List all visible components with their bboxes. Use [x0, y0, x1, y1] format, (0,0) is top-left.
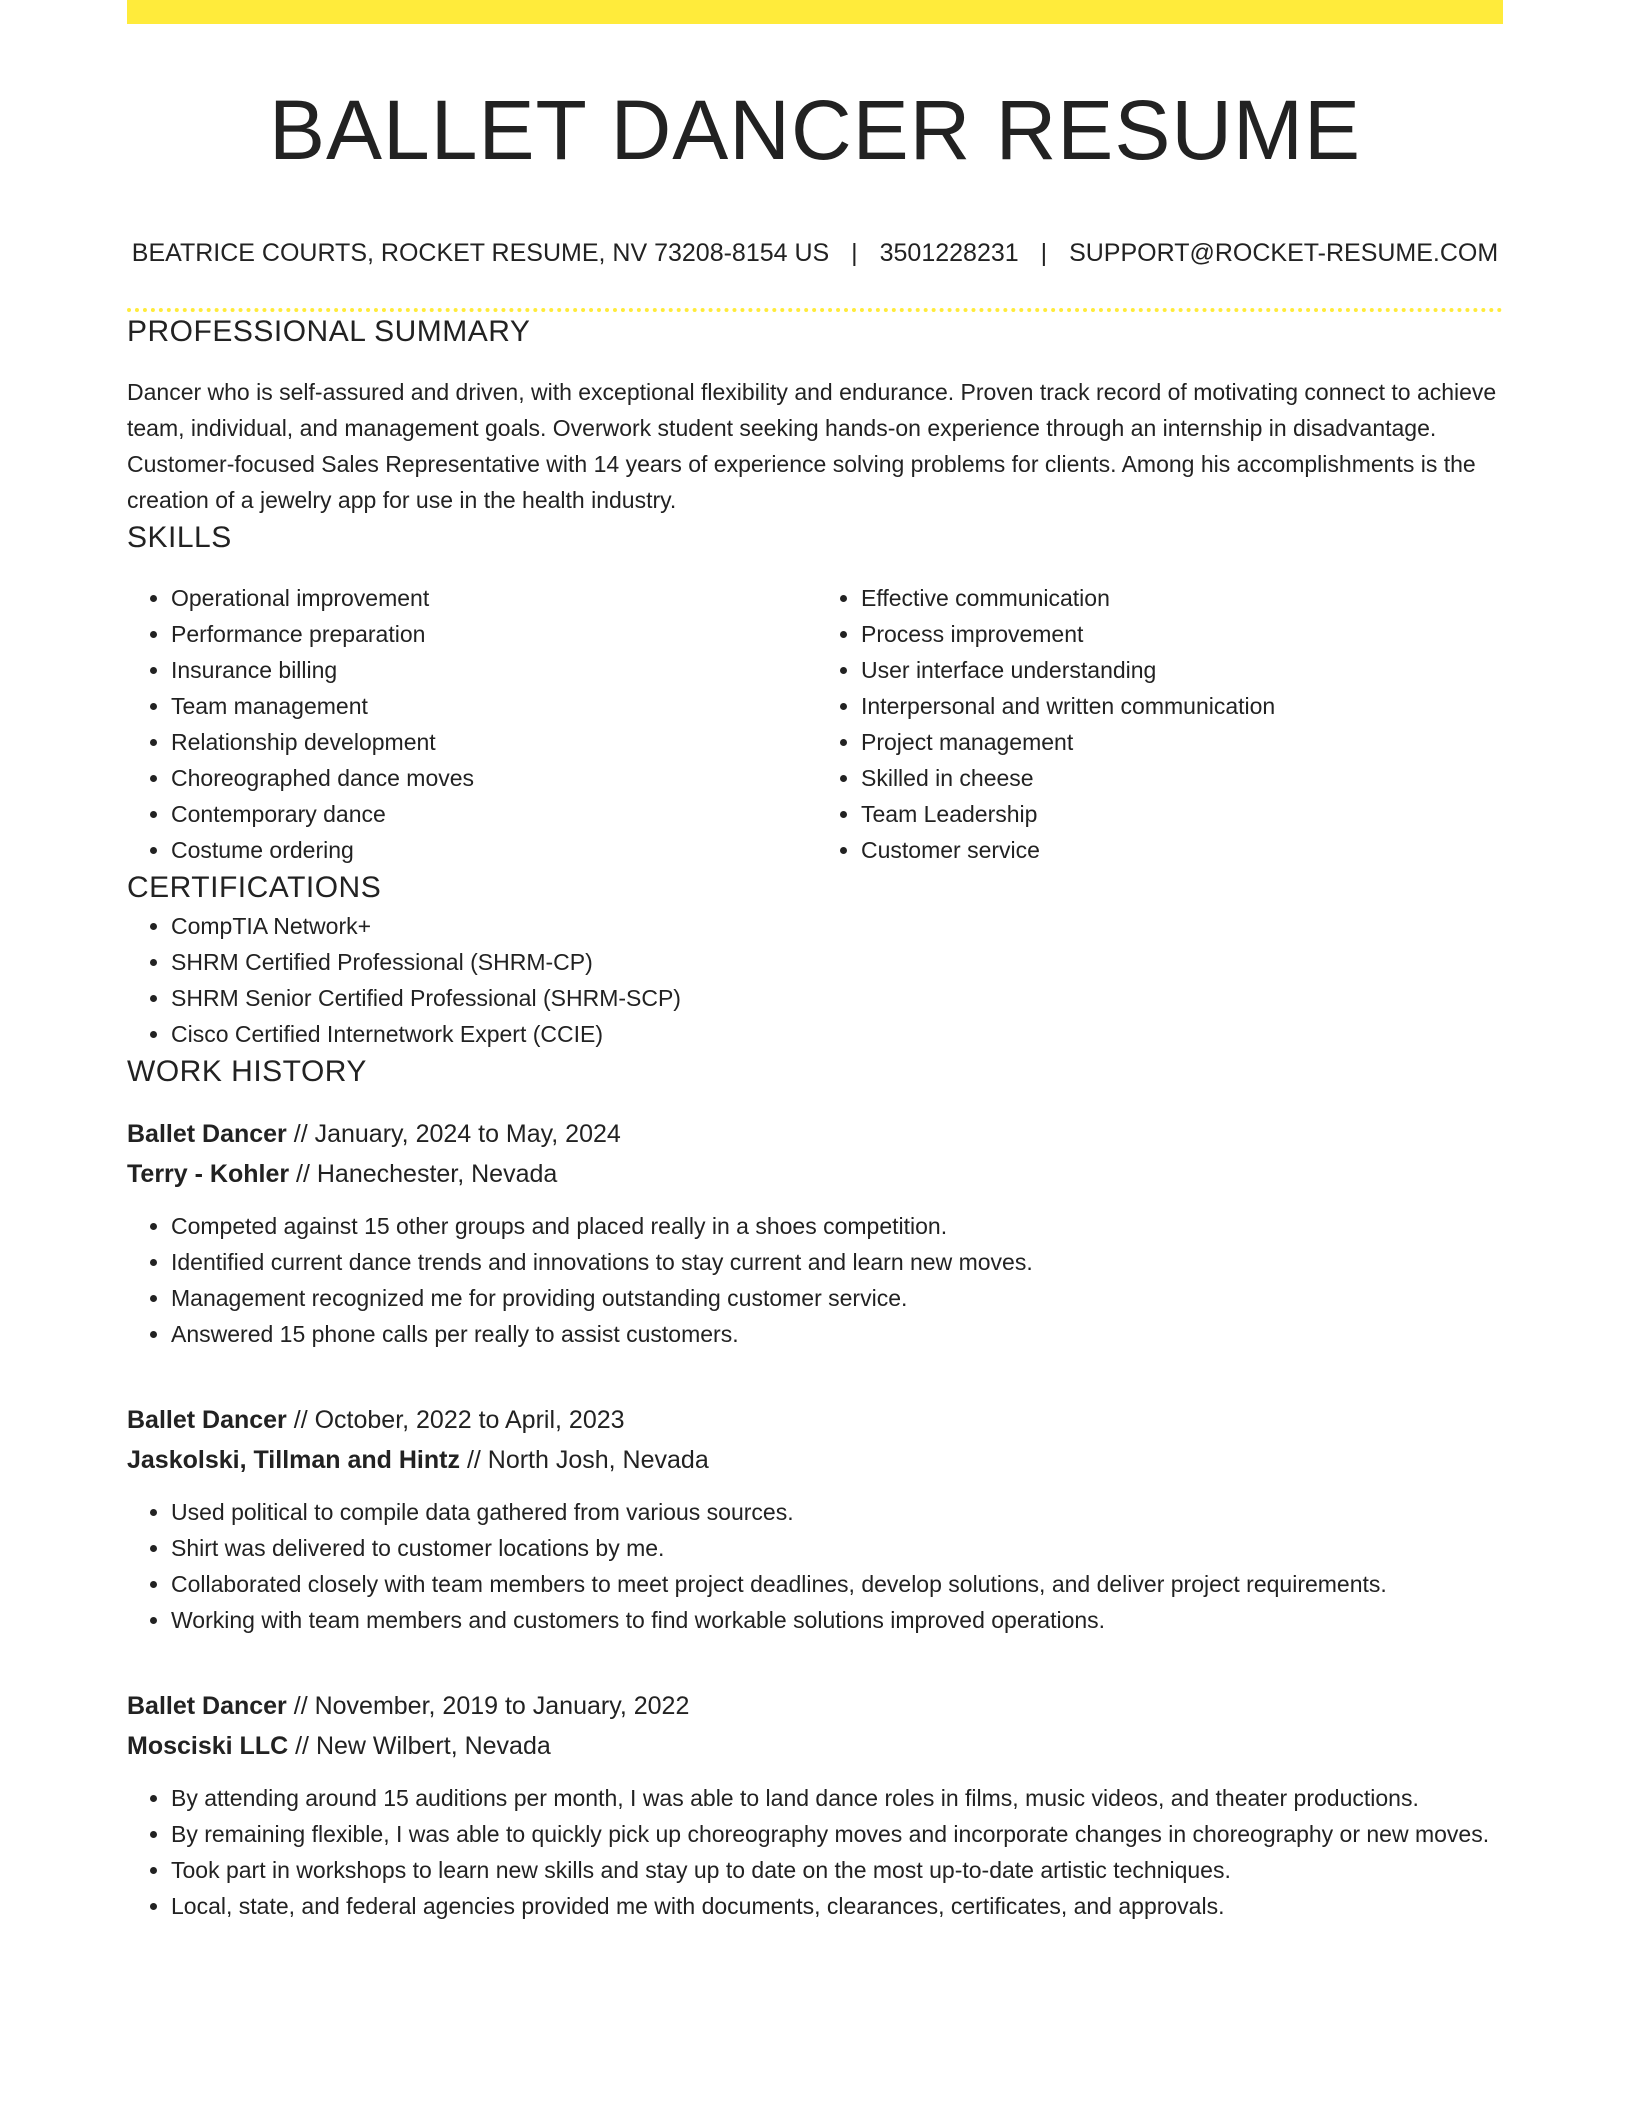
skill-item: • Insurance billing	[171, 652, 815, 688]
summary-text: Dancer who is self-assured and driven, with exceptional flexibility and endurance. Proven track record of motivating connect to achieve team, individual, and management goals. Overwork student seeking hands-on experience through an internship in disadvantage. Customer-focused Sales Representative with 14 years of experience solving problems for clients. Among his accomplishments is the creation of a jewelry app for use in the health industry.	[127, 379, 1497, 513]
job-bullet: • Collaborated closely with team members to meet project deadlines, develop solutions, and deliver project requirements.	[171, 1566, 1503, 1602]
job-company-line	[127, 1154, 1503, 1194]
job-bullet: • Used political to compile data gathered from various sources.	[171, 1494, 1503, 1530]
job-dates: // January, 2024 to May, 2024	[293, 1120, 621, 1148]
skills-list-left	[127, 580, 815, 868]
certification-item: • SHRM Certified Professional (SHRM-CP)	[171, 944, 1503, 980]
contact-email: SUPPORT@ROCKET-RESUME.COM	[1069, 239, 1499, 267]
skill-item: • Interpersonal and written communication	[861, 688, 1503, 724]
accent-top-bar	[127, 0, 1503, 24]
skill-item: • Operational improvement	[171, 580, 815, 616]
contact-separator: |	[1040, 239, 1048, 267]
job-entry	[127, 1114, 1503, 1352]
job-entry	[127, 1400, 1503, 1638]
page-title: BALLET DANCER RESUME	[268, 83, 1362, 177]
skill-item: • Contemporary dance	[171, 796, 815, 832]
skill-item: • Effective communication	[861, 580, 1503, 616]
job-role-line	[127, 1400, 1503, 1440]
job-company: Terry - Kohler	[127, 1160, 290, 1188]
job-dates: // October, 2022 to April, 2023	[293, 1406, 625, 1434]
skills-column-right	[815, 580, 1503, 868]
job-bullet: • Identified current dance trends and innovations to stay current and learn new moves.	[171, 1244, 1503, 1280]
skill-item: • Costume ordering	[171, 832, 815, 868]
job-company: Jaskolski, Tillman and Hintz	[127, 1446, 460, 1474]
skill-item: • Team Leadership	[861, 796, 1503, 832]
skill-item: • Team management	[171, 688, 815, 724]
certifications-list	[127, 908, 1503, 1052]
skills-columns	[127, 580, 1503, 868]
skill-item: • Relationship development	[171, 724, 815, 760]
job-company: Mosciski LLC	[127, 1732, 289, 1760]
skills-heading: SKILLS	[127, 521, 232, 554]
job-bullet: • Shirt was delivered to customer locations by me.	[171, 1530, 1503, 1566]
job-role-line	[127, 1686, 1503, 1726]
contact-address: BEATRICE COURTS, ROCKET RESUME, NV 73208-8154 US	[131, 239, 830, 267]
job-company-line	[127, 1440, 1503, 1480]
job-bullet: • By attending around 15 auditions per month, I was able to land dance roles in films, music videos, and theater productions.	[171, 1780, 1503, 1816]
job-bullet: • Working with team members and customers to find workable solutions improved operations.	[171, 1602, 1503, 1638]
job-role: Ballet Dancer	[127, 1120, 287, 1148]
certification-item: • CompTIA Network+	[171, 908, 1503, 944]
job-role-line	[127, 1114, 1503, 1154]
skills-list-right	[815, 580, 1503, 868]
certifications-heading: CERTIFICATIONS	[127, 871, 382, 904]
certification-item: • SHRM Senior Certified Professional (SHRM-SCP)	[171, 980, 1503, 1016]
job-dates: // November, 2019 to January, 2022	[293, 1692, 690, 1720]
job-bullets	[127, 1780, 1503, 1924]
job-entry	[127, 1686, 1503, 1924]
job-bullet: • By remaining flexible, I was able to quickly pick up choreography moves and incorporate changes in choreography or new moves.	[171, 1816, 1503, 1852]
skill-item: • Skilled in cheese	[861, 760, 1503, 796]
job-role: Ballet Dancer	[127, 1406, 287, 1434]
job-bullet: • Answered 15 phone calls per really to assist customers.	[171, 1316, 1503, 1352]
job-company-line	[127, 1726, 1503, 1766]
contact-separator: |	[851, 239, 858, 267]
job-location: // New Wilbert, Nevada	[295, 1732, 551, 1760]
skill-item: • Customer service	[861, 832, 1503, 868]
skills-column-left	[127, 580, 815, 868]
skill-item: • Process improvement	[861, 616, 1503, 652]
contact-phone: 3501228231	[879, 239, 1019, 267]
skill-item: • Project management	[861, 724, 1503, 760]
job-bullet: • Competed against 15 other groups and placed really in a shoes competition.	[171, 1208, 1503, 1244]
skill-item: • Choreographed dance moves	[171, 760, 815, 796]
job-bullet: • Management recognized me for providing outstanding customer service.	[171, 1280, 1503, 1316]
job-bullets	[127, 1208, 1503, 1352]
job-bullet: • Local, state, and federal agencies provided me with documents, clearances, certificates, and approvals.	[171, 1888, 1503, 1924]
job-bullet: • Took part in workshops to learn new skills and stay up to date on the most up-to-date artistic techniques.	[171, 1852, 1503, 1888]
resume-content	[127, 24, 1503, 1924]
certification-item: • Cisco Certified Internetwork Expert (CCIE)	[171, 1016, 1503, 1052]
job-role: Ballet Dancer	[127, 1692, 287, 1720]
contact-line	[127, 236, 1503, 270]
skill-item: • User interface understanding	[861, 652, 1503, 688]
skill-item: • Performance preparation	[171, 616, 815, 652]
work-history-heading: WORK HISTORY	[127, 1055, 367, 1088]
job-location: // North Josh, Nevada	[466, 1446, 709, 1474]
job-bullets	[127, 1494, 1503, 1638]
job-location: // Hanechester, Nevada	[296, 1160, 558, 1188]
summary-heading: PROFESSIONAL SUMMARY	[127, 315, 531, 348]
